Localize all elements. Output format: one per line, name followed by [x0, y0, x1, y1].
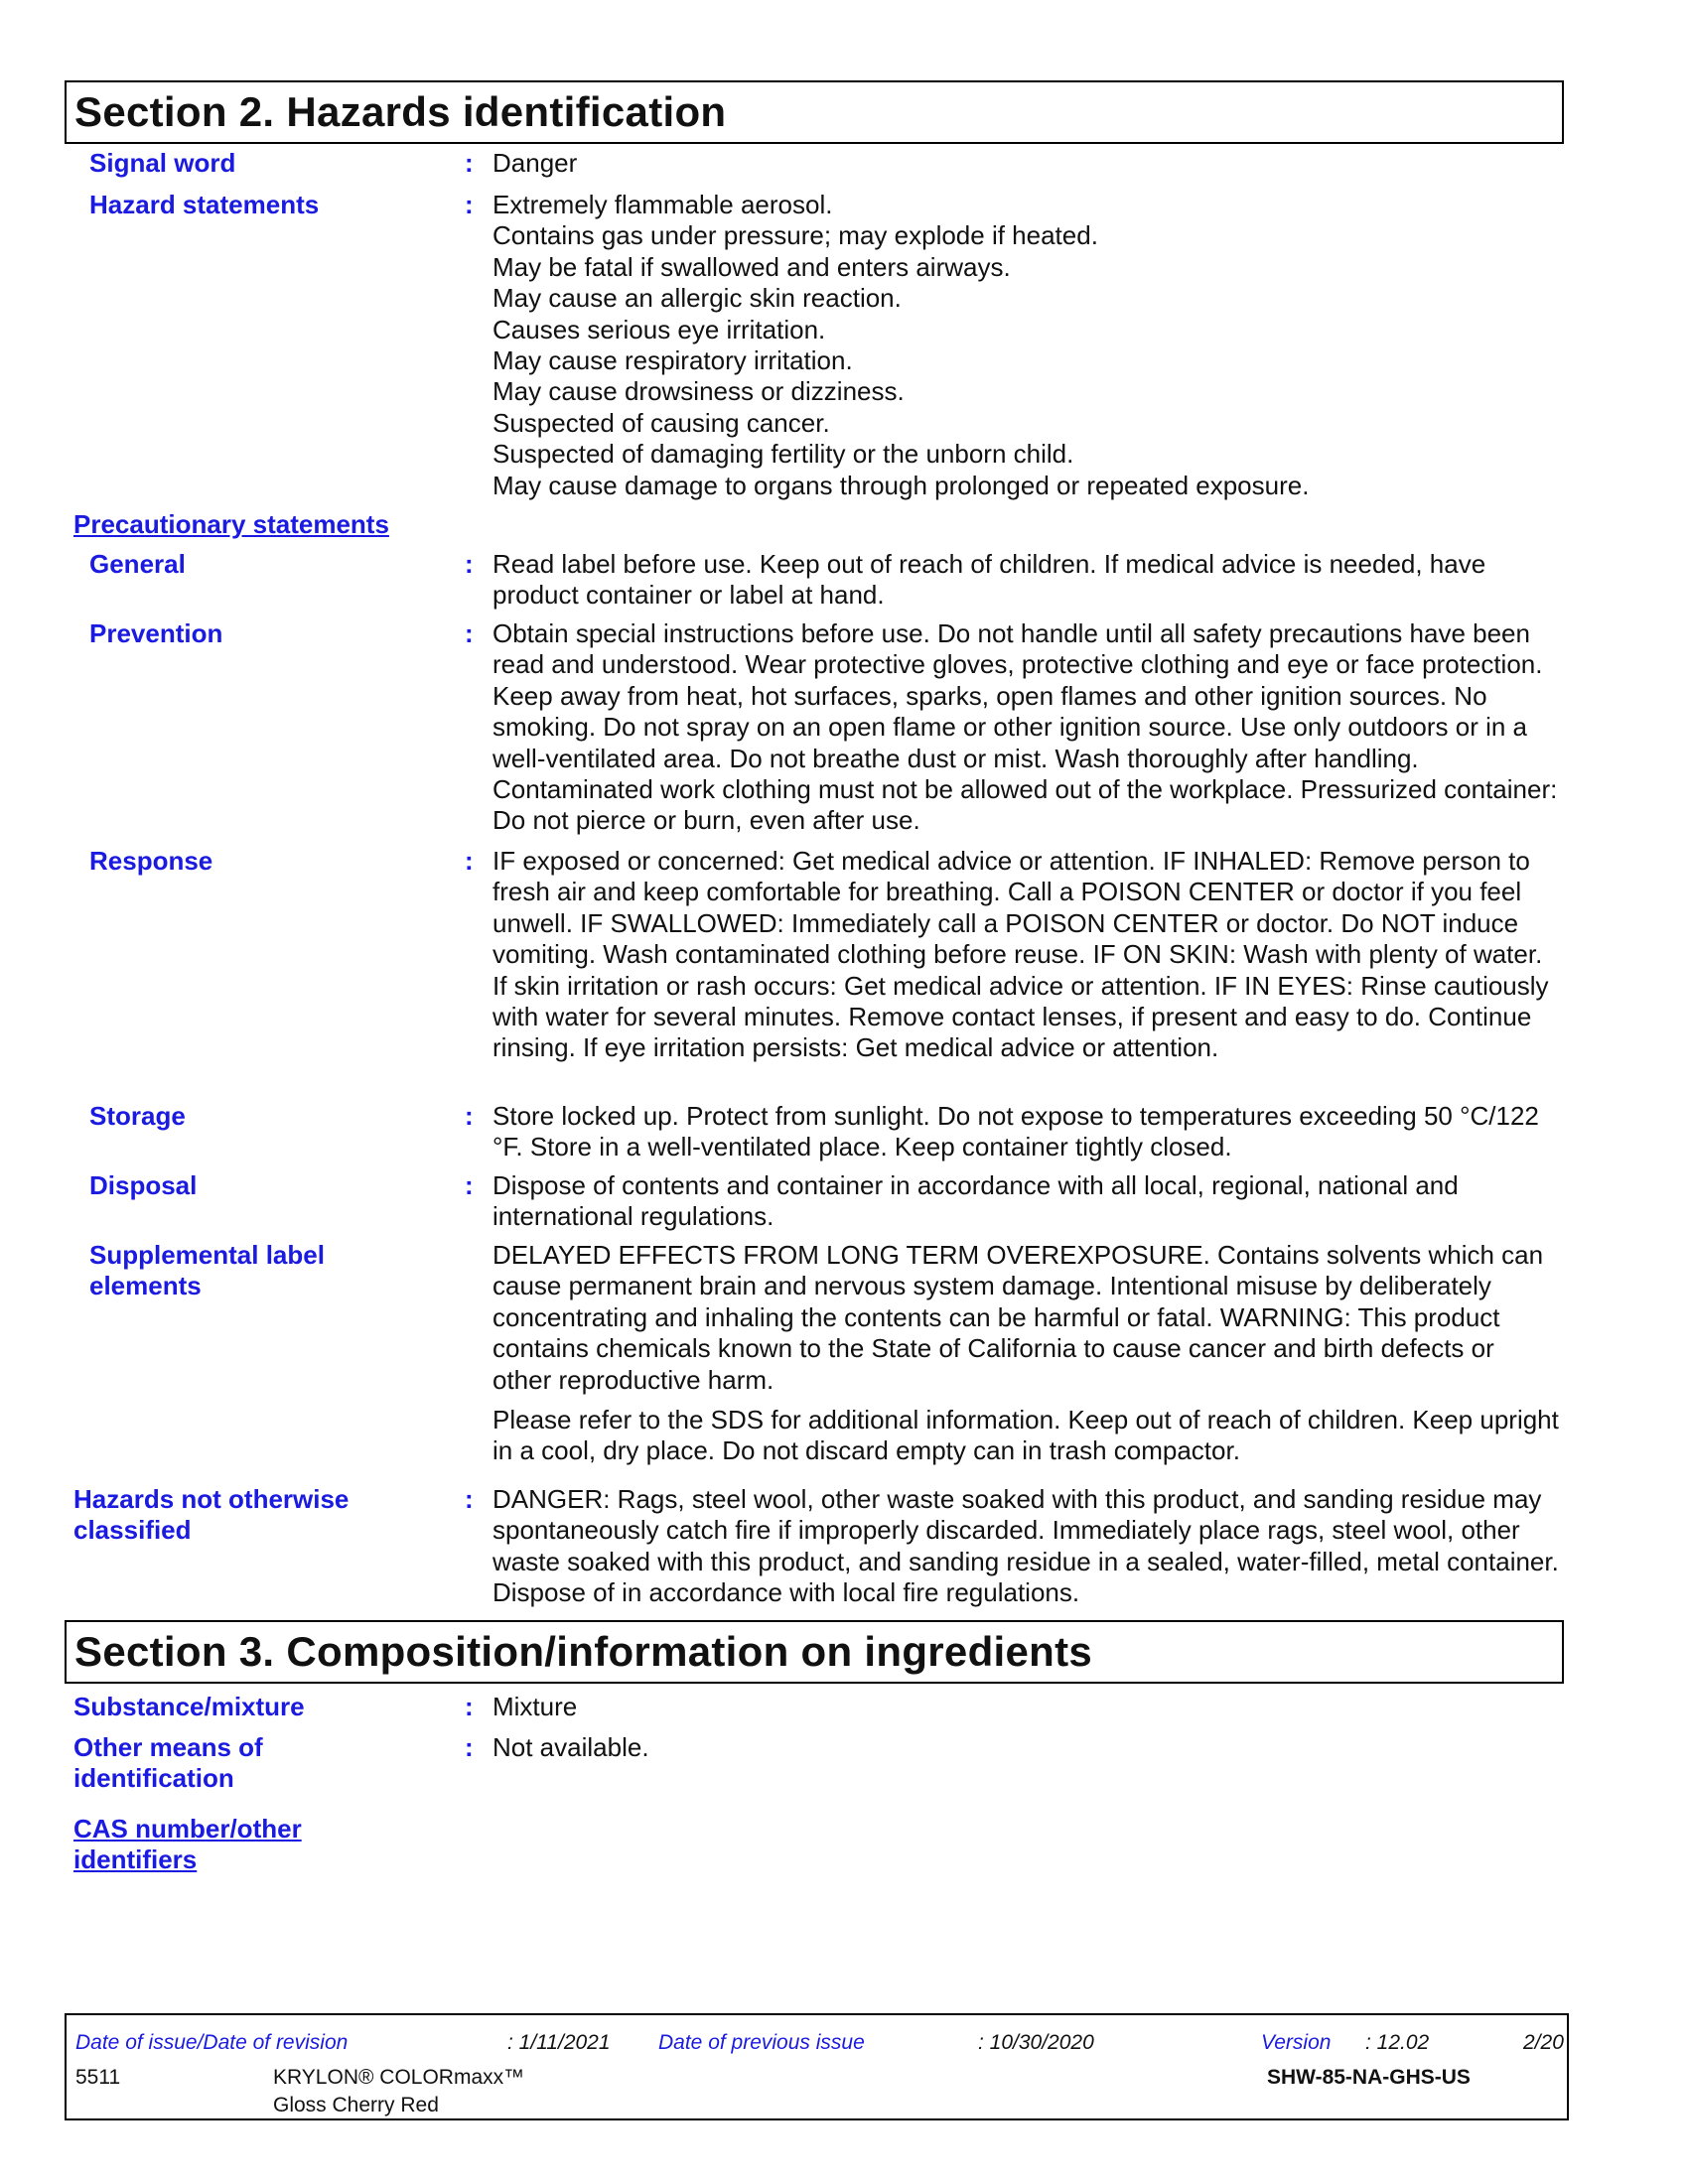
colon: :	[465, 846, 474, 876]
field-value: Dispose of contents and container in accordance with all local, regional, national and international regulations.	[492, 1170, 1459, 1232]
hazard-list	[492, 190, 1560, 501]
colon: :	[465, 549, 474, 579]
field-value: DANGER: Rags, steel wool, other waste soaked with this product, and sanding residue may spontaneously catch fire if improperly discarded. Immediately place rags, steel wool, other waste soaked with this product, and sanding residue in a sealed, water-filled, metal container. Dispose of in accordance with local fire regulations.	[492, 1484, 1559, 1608]
colon: :	[465, 1170, 474, 1200]
colon: :	[465, 1692, 474, 1721]
section-3-header	[65, 1620, 1564, 1684]
list-item: May cause respiratory irritation.	[492, 345, 853, 376]
list-item: May cause drowsiness or dizziness.	[492, 376, 905, 407]
field-label: Other means of identification	[73, 1732, 263, 1794]
prev-issue-label: Date of previous issue	[658, 2031, 865, 2054]
list-item: May be fatal if swallowed and enters airways.	[492, 251, 1011, 282]
list-item: Contains gas under pressure; may explode if heated.	[492, 220, 1098, 251]
field-value: IF exposed or concerned: Get medical advice or attention. IF INHALED: Remove person to fresh air and keep comfortable for breathing. Call a POISON CENTER or doctor if you feel unwell. IF SWALLOWED: Immediately call a POISON CENTER or doctor. Do NOT induce vomiting. Wash contaminated clothing before reuse. IF ON SKIN: Wash with plenty of water. If skin irritation or rash occurs: Get medical advice or attention. IF IN EYES: Rinse cautiously with water for several minutes. Remove contact lenses, if present and easy to do. Continue rinsing. If eye irritation persists: Get medical advice or attention.	[492, 846, 1549, 1063]
section-title: Section 2. Hazards identification	[74, 88, 727, 135]
field-label: Substance/mixture	[73, 1692, 305, 1721]
field-value: Not available.	[492, 1732, 649, 1762]
precautionary-heading: Precautionary statements	[73, 509, 389, 539]
list-item: Causes serious eye irritation.	[492, 314, 826, 344]
field-label: Hazards not otherwise classified	[73, 1484, 350, 1546]
colon: :	[465, 1484, 474, 1514]
list-item: May cause damage to organs through prolonged or repeated exposure.	[492, 470, 1310, 500]
list-item: Extremely flammable aerosol.	[492, 190, 833, 219]
version: : 12.02	[1365, 2031, 1430, 2054]
list-item: Suspected of causing cancer.	[492, 407, 830, 438]
field-value: Mixture	[492, 1692, 578, 1721]
page-footer	[65, 2013, 1569, 2120]
field-label: Storage	[89, 1101, 186, 1131]
product-code: 5511	[75, 2066, 121, 2089]
date-issue-label: Date of issue/Date of revision	[75, 2031, 349, 2054]
cas-heading: CAS number/other identifiers	[73, 1814, 302, 1875]
field-value-2: Please refer to the SDS for additional information. Keep out of reach of children. Keep upright in a cool, dry place. Do not discard empty can in trash compactor.	[492, 1405, 1559, 1466]
page-number: 2/20	[1523, 2031, 1564, 2054]
field-label: Prevention	[89, 618, 223, 648]
field-value: Danger	[492, 148, 578, 178]
field-value: Obtain special instructions before use. Do not handle until all safety precautions have been read and understood. Wear protective gloves, protective clothing and eye or face protection. Keep away from heat, hot surfaces, sparks, open flames and other ignition sources. No smoking. Do not spray on an open flame or other ignition source. Use only outdoors or in a well-ventilated area. Do not breathe dust or mist. Wash thoroughly after handling. Contaminated work clothing must not be allowed out of the workplace. Pressurized container: Do not pierce or burn, even after use.	[492, 618, 1558, 836]
field-label: Response	[89, 846, 213, 876]
colon: :	[465, 190, 474, 219]
field-label: General	[89, 549, 186, 579]
field-value: DELAYED EFFECTS FROM LONG TERM OVEREXPOSURE. Contains solvents which can cause permanent brain and nervous system damage. Intentional misuse by deliberately concentrating and inhaling the contents can be harmful or fatal. WARNING: This product contains chemicals known to the State of California to cause cancer and birth defects or other reproductive harm.	[492, 1240, 1544, 1395]
version-label: Version	[1261, 2031, 1332, 2054]
date-issue: : 1/11/2021	[507, 2031, 611, 2054]
list-item: Suspected of damaging fertility or the unborn child.	[492, 439, 1074, 470]
section-title: Section 3. Composition/information on ingredients	[74, 1628, 1093, 1675]
prev-issue: : 10/30/2020	[978, 2031, 1094, 2054]
colon: :	[465, 1101, 474, 1131]
colon: :	[465, 1732, 474, 1762]
field-label: Signal word	[89, 148, 236, 178]
field-label: Supplemental label elements	[89, 1240, 325, 1301]
list-item: May cause an allergic skin reaction.	[492, 283, 902, 314]
colon: :	[465, 618, 474, 648]
document-id: SHW-85-NA-GHS-US	[1267, 2066, 1471, 2089]
colon: :	[465, 148, 474, 178]
field-label: Hazard statements	[89, 190, 320, 219]
section-2-header	[65, 80, 1564, 144]
field-value: Read label before use. Keep out of reach of children. If medical advice is needed, have product container or label at hand.	[492, 549, 1486, 611]
product-color: Gloss Cherry Red	[273, 2094, 439, 2116]
field-value: Store locked up. Protect from sunlight. Do not expose to temperatures exceeding 50 °C/122 °F. Store in a well-ventilated place. Keep container tightly closed.	[492, 1101, 1539, 1162]
product-name: KRYLON® COLORmaxx™	[273, 2066, 525, 2089]
field-label: Disposal	[89, 1170, 198, 1200]
